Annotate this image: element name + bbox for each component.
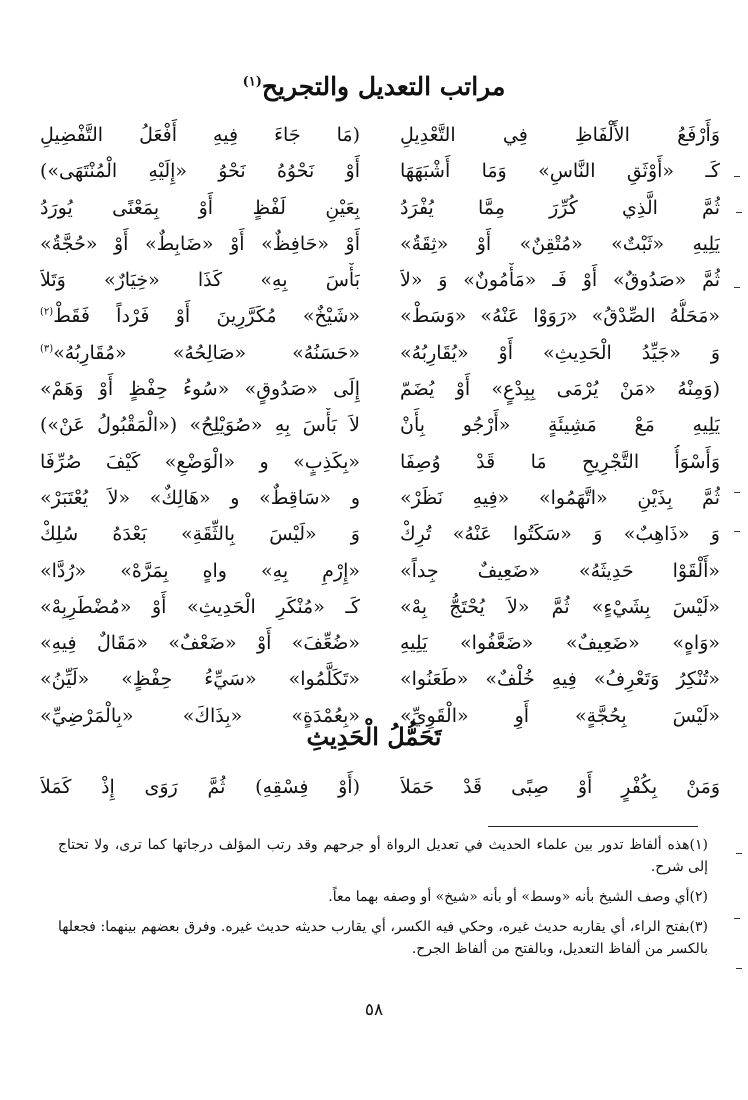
verse-row bbox=[40, 517, 720, 553]
margin-mark bbox=[736, 853, 742, 854]
footnote-3 bbox=[58, 916, 708, 960]
section-heading: تَحَمُّلُ الْحَدِيثِ bbox=[306, 722, 442, 751]
verse-row bbox=[40, 372, 720, 408]
verse-first-hemistich: ثُمَّ بِذَيْنِ «اتَّهَمُوا» «فِيهِ نَظَرْ» bbox=[400, 486, 720, 509]
margin-mark bbox=[736, 212, 742, 213]
verse-row bbox=[40, 554, 720, 590]
verse-first-hemistich: وَأَسْوَأُ التَّجْرِيحِ مَا قَدْ وُصِفَا bbox=[400, 450, 720, 473]
footnote-ref: (٢) bbox=[40, 307, 54, 319]
margin-mark bbox=[734, 918, 740, 919]
verse-first-hemistich: «مَحَلُّهُ الصِّدْقُ» «رَوَوْا عَنْهُ» «وَسَطْ» bbox=[400, 305, 720, 328]
verse-first-hemistich: ثُمَّ «صَدُوقٌ» أَوْ فَـ «مَأْمُونٌ» وَ «لاَ bbox=[400, 269, 720, 292]
verse-second-hemistich: كَـ «مُنْكَرِ الْحَدِيثِ» أَوْ «مُضْطَرِبِهْ» bbox=[40, 595, 360, 618]
verse-text: «شَيْخٌ» مُكَرَّرِينَ أَوْ فَرْداً فَقَطْ bbox=[53, 305, 360, 328]
footnote-separator bbox=[488, 826, 698, 827]
verse-first-hemistich: «لَيْسَ بِحُجَّةٍ» أَوِ «الْقَوِيِّ» bbox=[400, 704, 720, 727]
margin-mark bbox=[736, 968, 742, 969]
verse-second-hemistich: «ضُعِّفَ» أَوْ «ضَعْفٌ» «مَقَالٌ فِيهِ» bbox=[40, 632, 360, 655]
verse-first-hemistich: ثُمَّ الَّذِي كُرِّرَ مِمَّا يُفْرَدُ bbox=[400, 196, 720, 219]
margin-mark bbox=[734, 176, 740, 177]
verse-second-hemistich: لاَ بَأْسَ بِهِ «صُوَيْلِحُ» («الْمَقْبُولُ عَنْ») bbox=[40, 414, 360, 437]
verse-second-hemistich: (أَوْ فِسْقِهِ) ثُمَّ رَوَى إِذْ كَمَلاَ bbox=[40, 776, 360, 798]
verse-first-hemistich: كَـ «أَوْثَقِ النَّاسِ» وَمَا أَشْبَهَهَا bbox=[400, 160, 720, 183]
verse-second-hemistich: أَوْ نَحْوُهُ نَحْوُ «إِلَيْهِ الْمُنْتَهَى») bbox=[40, 160, 360, 183]
verse-first-hemistich: «لَيْسَ بِشَيْءٍ» ثُمَّ «لاَ يُحْتَجُّ بِهْ» bbox=[400, 595, 720, 618]
footnote-marker: (٣) bbox=[689, 919, 708, 935]
verse-row bbox=[40, 154, 720, 190]
verse-first-hemistich: «وَاهٍ» «ضَعِيفٌ» «ضَعَّفُوا» يَلِيهِ bbox=[400, 632, 720, 655]
verse-second-hemistich: وَ «لَيْسَ بِالثِّقَةِ» بَعْدَهُ سُلِكْ bbox=[40, 523, 360, 546]
verse-text: «حَسَنُهُ» «صَالِحُهُ» «مُقَارِبُهُ» bbox=[53, 341, 360, 364]
verse-row bbox=[40, 445, 720, 481]
margin-mark bbox=[734, 287, 740, 288]
footnote-2 bbox=[58, 886, 708, 908]
verse-first-hemistich: وَ «ذَاهِبٌ» وَ «سَكَتُوا عَنْهُ» تُرِكْ bbox=[400, 523, 720, 546]
title-text: مراتب التعديل والتجريح bbox=[261, 72, 506, 101]
verse-second-hemistich bbox=[40, 299, 360, 335]
footnote-text: هذه ألفاظ تدور بين علماء الحديث في تعديل الرواة أو جرحهم وقد رتب المؤلف درجاتها كما ترى، ولا تحتاج إلى شرح. bbox=[58, 837, 708, 875]
verse-row bbox=[40, 227, 720, 263]
verse-second-hemistich: «إِرْمِ بِهِ» واهٍ بِمَرَّهْ» «رُدَّا» bbox=[40, 559, 360, 582]
verse-row bbox=[40, 662, 720, 698]
verse-row bbox=[40, 336, 720, 372]
verse-second-hemistich: و «سَاقِطٌ» و «هَالِكٌ» «لاَ يُعْتَبَرْ» bbox=[40, 486, 360, 509]
footnote-ref: (٣) bbox=[40, 343, 54, 355]
margin-mark bbox=[734, 531, 740, 532]
page-title bbox=[0, 72, 748, 101]
verse-first-hemistich: يَلِيهِ «ثَبْتٌ» «مُتْقِنٌ» أَوْ «ثِقَةُ» bbox=[400, 232, 720, 255]
verse-second-hemistich: «بِكَذِبٍ» و «الْوَضْعِ» كَيْفَ صُرِّفَا bbox=[40, 450, 360, 473]
footnote-text: أي وصف الشيخ بأنه «وسط» أو بأنه «شيخ» أو وصفه بهما معاً. bbox=[328, 889, 690, 905]
verse-second-hemistich: (مَا جَاءَ فِيهِ أَفْعَلُ التَّفْضِيلِ bbox=[40, 124, 360, 146]
verse-row bbox=[40, 118, 720, 154]
verse-row bbox=[40, 590, 720, 626]
final-verse-row bbox=[40, 770, 720, 806]
footnote-1 bbox=[58, 834, 708, 878]
verse-second-hemistich: بَأْسَ بِهِ» كَذَا «خِيَارٌ» وَتَلاَ bbox=[40, 269, 360, 292]
poem bbox=[40, 118, 720, 727]
verse-row bbox=[40, 263, 720, 299]
verse-first-hemistich: «أَلْقَوْا حَدِيثَهُ» «ضَعِيفٌ جِداً» bbox=[400, 559, 720, 582]
verse-first-hemistich: «تُنْكِرُ وَتَعْرِفُ» فِيهِ خُلْفٌ» «طَعَنُوا» bbox=[400, 668, 720, 691]
page-number: ٥٨ bbox=[364, 1000, 384, 1020]
verse-first-hemistich: وَمَنْ بِكُفْرٍ أَوْ صِبًى قَدْ حَمَلاَ bbox=[400, 776, 720, 798]
verse-row bbox=[40, 481, 720, 517]
verse-first-hemistich: وَ «جَيِّدُ الْحَدِيثِ» أَوْ «يُقَارِبُهُ» bbox=[400, 341, 720, 364]
verse-second-hemistich: أَوْ «حَافِظٌ» أَوْ «ضَابِطٌ» أَوْ «حُجَّةُ» bbox=[40, 232, 360, 255]
footnotes bbox=[58, 834, 708, 968]
verse-first-hemistich: (وَمِنْهُ «مَنْ يُرْمَى بِبِدْعٍ» أَوْ يُضَمّ bbox=[400, 378, 720, 401]
verse-row bbox=[40, 299, 720, 335]
verse-row bbox=[40, 626, 720, 662]
footnote-text: بفتح الراء، أي يقاربه حديث غيره، وحكي فيه الكسر، أي يقارب حديثه حديث غيره. وفرق بعضهم بينهما: فجعلها بالكسر من ألفاظ التعديل، وبالفتح من ألفاظ الجرح. bbox=[58, 919, 708, 957]
verse-second-hemistich bbox=[40, 336, 360, 372]
verse-first-hemistich: يَلِيهِ مَعْ مَشِيئَةٍ «أَرْجُو بِأَنْ bbox=[400, 414, 720, 437]
verse-first-hemistich: وَأَرْفَعُ الأَلْفَاظِ فِي التَّعْدِيلِ bbox=[400, 124, 720, 146]
footnote-marker: (٢) bbox=[689, 889, 708, 905]
title-footnote-ref: (١) bbox=[242, 74, 262, 90]
margin-mark bbox=[734, 492, 740, 493]
verse-second-hemistich: «تَكَلَّمُوا» «سَيِّءُ حِفْظٍ» «لَيِّنُ» bbox=[40, 668, 360, 691]
footnote-marker: (١) bbox=[689, 837, 708, 853]
verse-row bbox=[40, 191, 720, 227]
verse-second-hemistich: إِلَى «صَدُوقٍ» «سُوءُ حِفْظٍ أَوْ وَهَمْ» bbox=[40, 378, 360, 401]
verse-second-hemistich: «بِعُمْدَةٍ» «بِذَاكَ» «بِالْمَرْضِيِّ» bbox=[40, 704, 360, 727]
verse-second-hemistich: بِعَيْنِ لَفْظٍ أَوْ بِمَعْنًى يُورَدُ bbox=[40, 196, 360, 219]
verse-row bbox=[40, 408, 720, 444]
